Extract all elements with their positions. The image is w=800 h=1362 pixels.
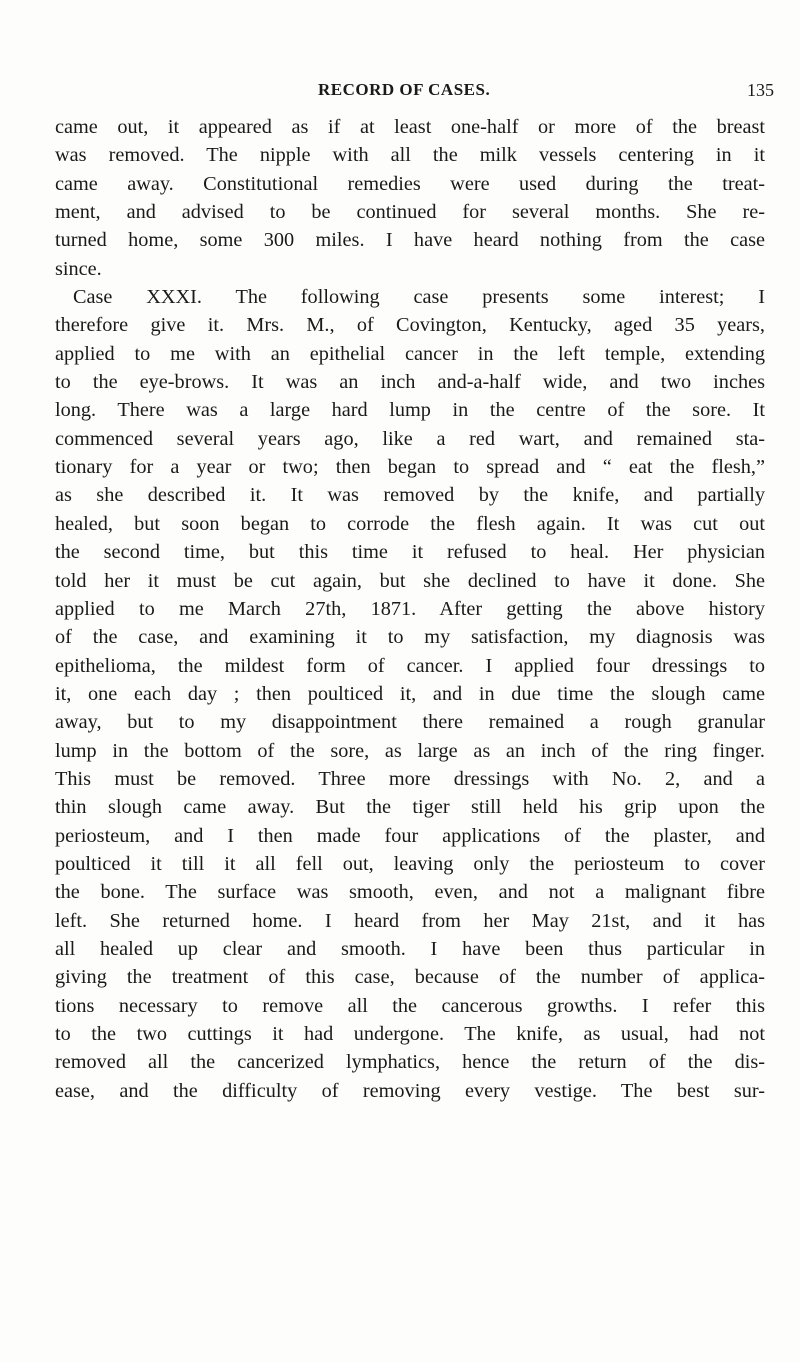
text-line: tionary for a year or two; then began to spread and “ eat the flesh,” <box>55 456 765 479</box>
text-line: the second time, but this time it refused to heal. Her physician <box>55 541 765 564</box>
text-line: of the case, and examining it to my satisfaction, my diagnosis was <box>55 626 765 649</box>
text-line: healed, but soon began to corrode the flesh again. It was cut out <box>55 512 765 535</box>
text-line: removed all the cancerized lymphatics, hence the return of the dis- <box>55 1051 765 1074</box>
text-line: epithelioma, the mildest form of cancer. I applied four dressings to <box>55 654 765 677</box>
text-line: to the two cuttings it had undergone. The knife, as usual, had not <box>55 1023 765 1045</box>
text-line: poulticed it till it all fell out, leaving only the periosteum to cover <box>55 852 765 875</box>
text-line: lump in the bottom of the sore, as large as an inch of the ring finger. <box>55 739 765 762</box>
page-number: 135 <box>747 80 774 100</box>
text-line: as she described it. It was removed by the knife, and partially <box>55 484 765 507</box>
body-text <box>55 113 765 1105</box>
text-line: tions necessary to remove all the cancerous growths. I refer this <box>55 994 765 1017</box>
text-line: left. She returned home. I heard from her May 21st, and it has <box>55 909 765 932</box>
text-line: told her it must be cut again, but she declined to have it done. She <box>55 569 765 592</box>
text-line: was removed. The nipple with all the milk vessels centering in it <box>55 144 765 167</box>
case-heading-line: Case XXXI. The following case presents some interest; I <box>73 286 765 309</box>
text-line: long. There was a large hard lump in the centre of the sore. It <box>55 399 765 422</box>
text-line: This must be removed. Three more dressings with No. 2, and a <box>55 767 765 790</box>
text-line: applied to me with an epithelial cancer in the left temple, extending <box>55 342 765 365</box>
text-line: since. <box>55 257 102 280</box>
text-line: therefore give it. Mrs. M., of Covington, Kentucky, aged 35 years, <box>55 314 765 337</box>
text-line: all healed up clear and smooth. I have been thus particular in <box>55 937 765 960</box>
text-line: away, but to my disappointment there remained a rough granular <box>55 711 765 734</box>
text-line: giving the treatment of this case, because of the number of applica- <box>55 966 765 989</box>
text-line: turned home, some 300 miles. I have heard nothing from the case <box>55 229 765 252</box>
text-line: ease, and the difficulty of removing every vestige. The best sur- <box>55 1079 765 1102</box>
text-line: to the eye-brows. It was an inch and-a-half wide, and two inches <box>55 371 765 394</box>
text-line: came away. Constitutional remedies were used during the treat- <box>55 172 765 195</box>
text-line: applied to me March 27th, 1871. After getting the above history <box>55 597 765 620</box>
text-line: periosteum, and I then made four applications of the plaster, and <box>55 824 765 847</box>
running-head <box>0 80 800 104</box>
running-title: RECORD OF CASES. <box>318 80 491 99</box>
text-line: it, one each day ; then poulticed it, and in due time the slough came <box>55 682 765 705</box>
text-line: came out, it appeared as if at least one-half or more of the breast <box>55 116 765 138</box>
text-line: thin slough came away. But the tiger still held his grip upon the <box>55 796 765 819</box>
text-line: ment, and advised to be continued for several months. She re- <box>55 201 765 224</box>
text-line: the bone. The surface was smooth, even, and not a malignant fibre <box>55 881 765 904</box>
text-line: commenced several years ago, like a red wart, and remained sta- <box>55 427 765 450</box>
